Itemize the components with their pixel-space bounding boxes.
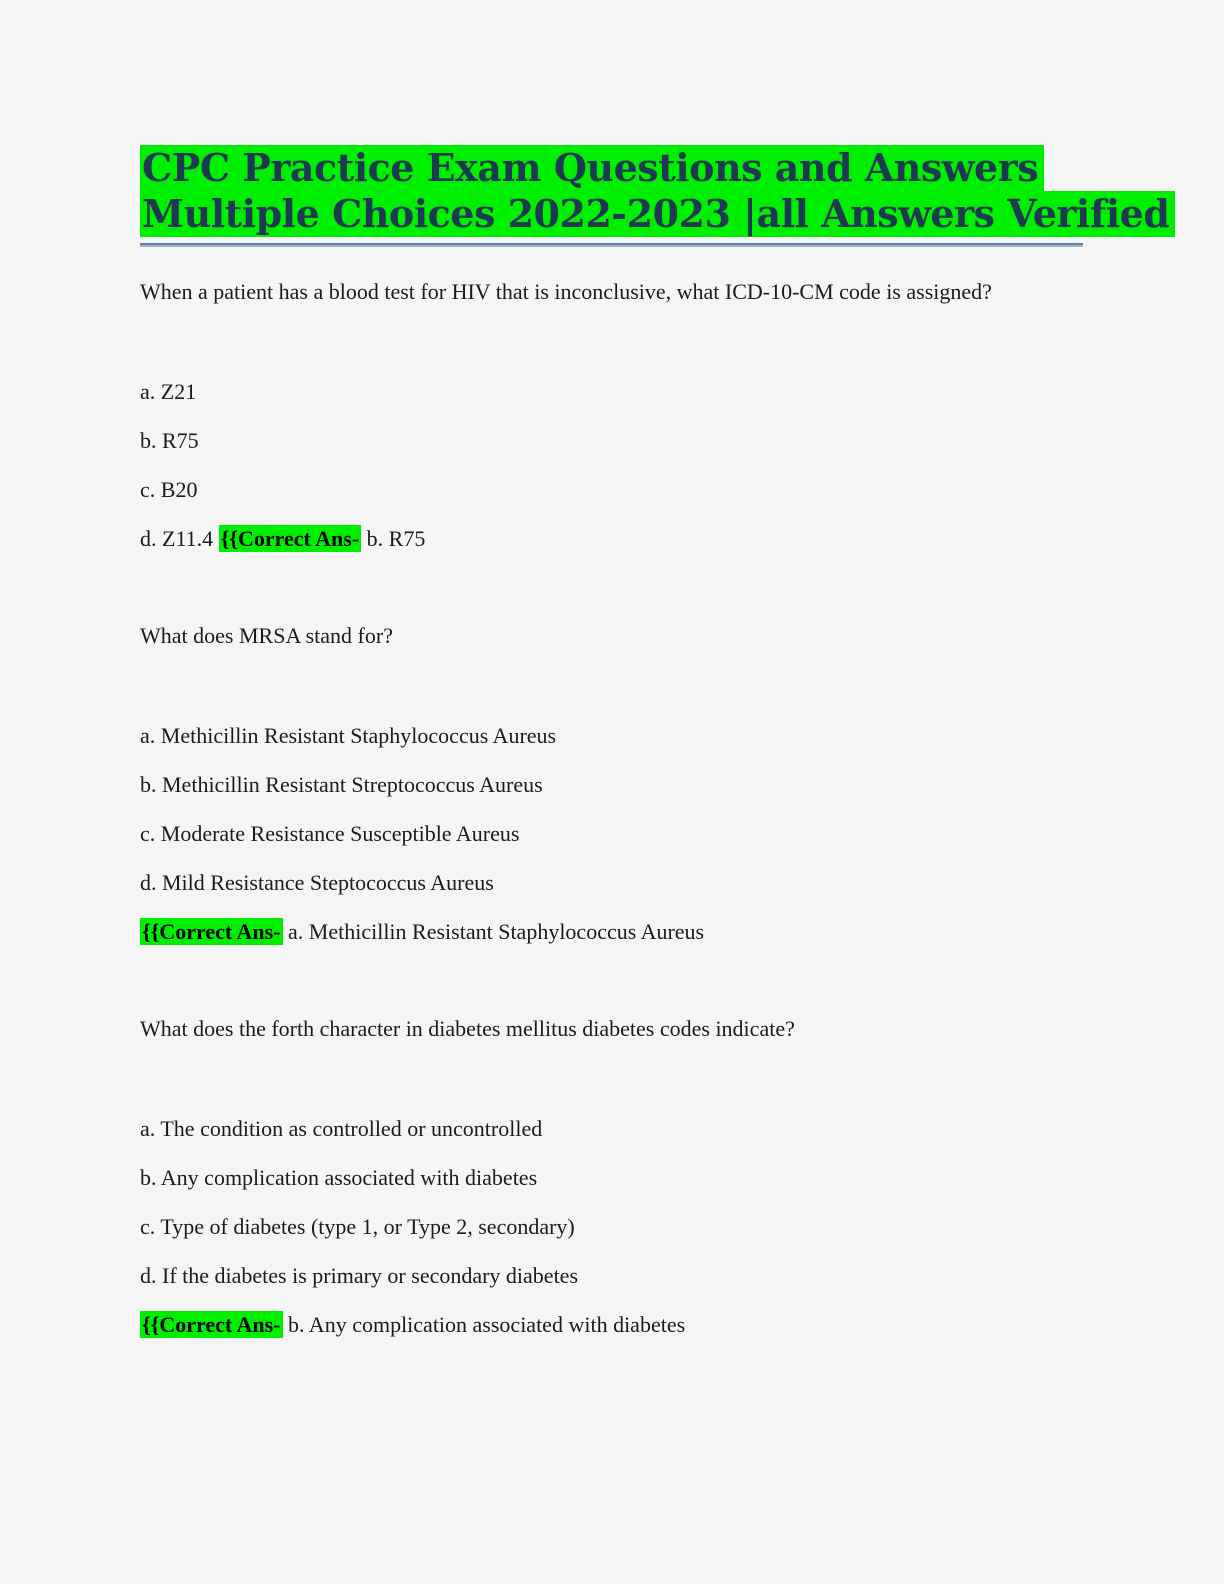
answer-option-b: b. R75 xyxy=(140,428,199,453)
option-d-prefix: d. Z11.4 xyxy=(140,526,219,551)
correct-ans-marker: {{Correct Ans- xyxy=(220,526,360,551)
answer-option-d: d. Mild Resistance Steptococcus Aureus xyxy=(140,870,494,895)
answer-option-a: a. The condition as controlled or uncontrolled xyxy=(140,1116,543,1141)
question-block-3 xyxy=(140,1013,1224,1340)
answer-option-b: b. Any complication associated with diabetes xyxy=(140,1165,538,1190)
correct-answer-line xyxy=(140,916,1224,947)
correct-ans-marker: {{Correct Ans- xyxy=(142,919,281,944)
title-line-2: Multiple Choices 2022-2023 |all Answers Verified xyxy=(140,191,1175,237)
correct-answer-text: b. R75 xyxy=(361,526,426,551)
question-text: What does MRSA stand for? xyxy=(140,623,393,648)
title-underline-rule xyxy=(140,243,1083,247)
title-line-1: CPC Practice Exam Questions and Answers xyxy=(140,145,1044,191)
document-title xyxy=(140,0,1224,237)
question-block-1 xyxy=(140,276,1224,554)
question-block-2 xyxy=(140,620,1224,947)
answer-option-b: b. Methicillin Resistant Streptococcus Aureus xyxy=(140,772,543,797)
correct-answer-text: b. Any complication associated with diabetes xyxy=(282,1312,686,1337)
correct-answer-line xyxy=(140,1309,1224,1340)
answer-option-c: c. Moderate Resistance Susceptible Aureus xyxy=(140,821,520,846)
answer-option-a: a. Z21 xyxy=(140,379,197,404)
question-text: When a patient has a blood test for HIV that is inconclusive, what ICD-10-CM code is assigned? xyxy=(140,279,992,304)
correct-ans-marker: {{Correct Ans- xyxy=(142,1312,281,1337)
answer-option-d-with-correct-answer xyxy=(140,523,1224,554)
answer-option-c: c. B20 xyxy=(140,477,198,502)
answer-option-d: d. If the diabetes is primary or secondary diabetes xyxy=(140,1263,579,1288)
answer-option-c: c. Type of diabetes (type 1, or Type 2, secondary) xyxy=(140,1214,575,1239)
answer-option-a: a. Methicillin Resistant Staphylococcus Aureus xyxy=(140,723,557,748)
correct-answer-text: a. Methicillin Resistant Staphylococcus Aureus xyxy=(282,919,705,944)
question-text: What does the forth character in diabetes mellitus diabetes codes indicate? xyxy=(140,1016,795,1041)
